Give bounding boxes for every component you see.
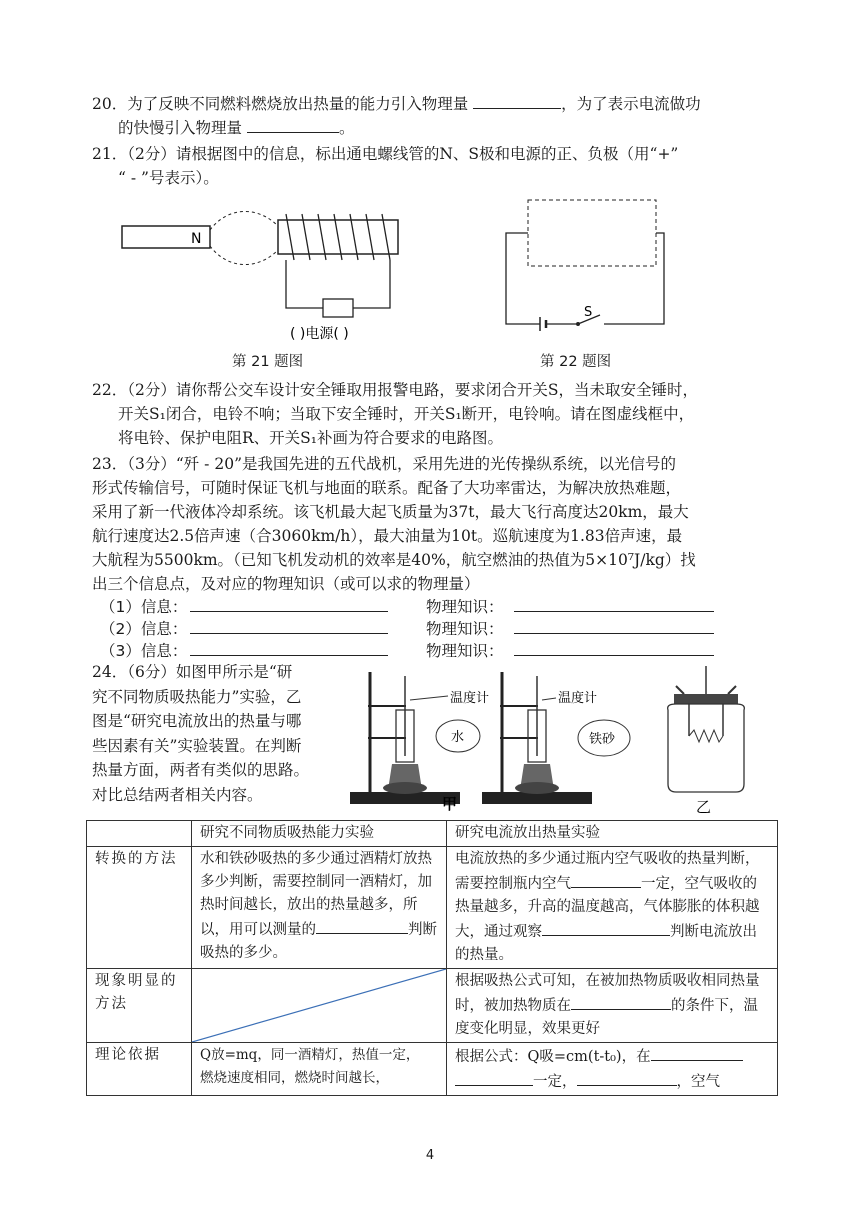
table-header-row	[87, 821, 778, 847]
cell-text: 判断吸热的多少。	[200, 922, 437, 961]
q20-line1: 20．为了反映不同燃料燃烧放出热量的能力引入物理量 ，为了表示电流做功	[92, 92, 782, 116]
table-cell	[447, 1043, 778, 1096]
row-label: 现象明显的方法	[87, 969, 192, 1043]
field-line-bottom	[210, 246, 278, 265]
thermometer-label-1: 温度计	[450, 691, 490, 706]
knowledge-label: 物理知识：	[426, 598, 504, 616]
field-line-top	[210, 211, 278, 230]
table-header-cell: 研究不同物质吸热能力实验	[192, 821, 447, 847]
bubble-label-iron-sand: 铁砂	[589, 732, 616, 747]
figure-24-apparatus	[344, 666, 764, 814]
diagonal-line	[192, 969, 446, 1042]
comparison-table	[86, 820, 778, 1096]
table-row	[87, 969, 778, 1043]
cell-text: 一定，空气吸收的热量越多，升高的温度越高，气体膨胀的体积越大，通过观察	[455, 876, 760, 940]
q24-line1: 24．（6分）如图甲所示是“研	[92, 663, 293, 681]
q24-line6: 对比总结两者相关内容。	[92, 785, 263, 804]
q24-line4: 些因素有关”实验装置。在判断	[92, 736, 302, 755]
cell-text: 的条件下，温度变化明显，效果更好	[455, 998, 758, 1037]
knowledge-blank[interactable]	[514, 596, 714, 612]
cell-text: 判断电流放出的热量。	[455, 924, 757, 963]
q24-line3: 图是“研究电流放出的热量与哪	[92, 712, 302, 730]
row-label: 转换的方法	[87, 847, 192, 969]
table-cell	[192, 847, 447, 969]
q24-line5: 热量方面，两者有类似的思路。	[92, 761, 310, 779]
q21-line2: “ - ”号表示）。	[118, 169, 219, 187]
wire-right-loop	[604, 233, 664, 324]
label-yi: 乙	[696, 798, 712, 814]
q21-line1: 21．（2分）请根据图中的信息，标出通电螺线管的N、S极和电源的正、负极（用“+”	[92, 145, 679, 163]
bubble-label-water: 水	[451, 730, 465, 745]
table-header-cell	[87, 821, 192, 847]
info-label: （3）信息：	[100, 642, 188, 660]
thermo-pointer-1	[410, 696, 448, 700]
question-22	[92, 378, 782, 450]
table-cell	[192, 1043, 447, 1096]
answer-blank[interactable]	[455, 1069, 533, 1086]
wire-left	[286, 260, 323, 308]
cell-text: 根据吸热公式可知，在被加热物质吸收相同热量时，被加热物质在	[455, 973, 760, 1014]
dashed-box	[528, 200, 656, 266]
cell-text: Q放=mq，同一酒精灯，热值一定，	[200, 1047, 420, 1063]
info-blank[interactable]	[190, 596, 388, 612]
wire-right	[353, 260, 390, 308]
table-cell-empty	[192, 969, 447, 1043]
info-row-1	[100, 596, 740, 618]
jar-apparatus	[668, 666, 745, 792]
q23-line1: 23．（3分）“歼 - 20”是我国先进的五代战机，采用先进的光传操纵系统，以光信号的	[92, 455, 676, 473]
switch-label: S	[584, 305, 593, 320]
answer-blank[interactable]	[542, 919, 670, 936]
table-header-cell: 研究电流放出热量实验	[447, 821, 778, 847]
answer-blank[interactable]	[571, 993, 671, 1010]
figure-22-caption: 第 22 题图	[540, 354, 612, 370]
info-blank[interactable]	[190, 618, 388, 634]
cell-text: 水和铁砂吸热的多少通过酒精灯放热多少判断，需要控制同一酒精灯，加热时间越长，放出的热量越多，所以，用可以测量的	[200, 851, 432, 938]
power-source-label: ( )电源( )	[290, 326, 349, 342]
figure-21-solenoid-circuit	[118, 206, 418, 346]
answer-blank[interactable]	[577, 1069, 677, 1086]
q23-line6: 出三个信息点，及对应的物理知识（或可以求的物理量）	[92, 575, 480, 593]
table-cell	[447, 969, 778, 1043]
solenoid-coil	[286, 214, 390, 260]
figure-22-alarm-circuit	[500, 196, 670, 336]
figure-21-caption: 第 21 题图	[232, 354, 304, 370]
magnet-pole-label: N	[191, 231, 202, 247]
question-20	[92, 92, 782, 140]
wire-left-loop	[506, 233, 540, 324]
cell-text: 电流放热的多少通过瓶内空气吸收的热量判断，需要控制瓶内空气	[455, 851, 760, 892]
q24-line2: 究不同物质吸热能力”实验，乙	[92, 687, 302, 706]
power-source	[323, 299, 353, 317]
q23-line3: 采用了新一代液体冷却系统。该飞机最大起飞质量为37t，最大飞行高度达20km，最大	[92, 503, 689, 521]
row-label: 理论依据	[87, 1043, 192, 1096]
q20-line2: 的快慢引入物理量 。	[92, 116, 782, 140]
answer-blank[interactable]	[571, 871, 641, 888]
knowledge-blank[interactable]	[514, 640, 714, 656]
info-row-2	[100, 618, 740, 640]
answer-blank[interactable]	[316, 917, 408, 934]
cell-text: 一定，	[533, 1074, 577, 1090]
question-23	[92, 452, 782, 596]
table-row	[87, 847, 778, 969]
q23-line4: 航行速度达2.5倍声速（合3060km/h），最大油量为10t。巡航速度为1.83倍声速，最	[92, 527, 683, 545]
question-21	[92, 142, 782, 190]
q22-line3: 将电铃、保护电阻R、开关S₁补画为符合要求的电路图。	[118, 429, 504, 447]
info-blank[interactable]	[190, 640, 388, 656]
table-cell	[447, 847, 778, 969]
cell-text: ，空气	[676, 1074, 720, 1090]
knowledge-blank[interactable]	[514, 618, 714, 634]
knowledge-label: 物理知识：	[426, 642, 504, 660]
q23-line5: 大航程为5500km。（已知飞机发动机的效率是40%，航空燃油的热值为5×10⁷J/kg）找	[92, 551, 696, 569]
page-number: 4	[425, 1148, 435, 1163]
q23-line2: 形式传输信号，可随时保证飞机与地面的联系。配备了大功率雷达，为解决放热难题，	[92, 479, 682, 497]
thermo-pointer-2	[542, 698, 556, 700]
info-label: （2）信息：	[100, 620, 188, 638]
info-row-3	[100, 640, 740, 662]
answer-blank[interactable]	[247, 116, 339, 133]
thermometer-label-2: 温度计	[558, 691, 598, 706]
q22-line2: 开关S₁闭合，电铃不响；当取下安全锤时，开关S₁断开，电铃响。请在图虚线框中，	[118, 405, 695, 423]
question-24	[92, 660, 342, 807]
cell-text: 燃烧速度相同，燃烧时间越长，	[200, 1070, 389, 1086]
label-jia: 甲	[442, 795, 458, 813]
table-row	[87, 1043, 778, 1096]
cell-text: 根据公式：Q吸=cm(t-t₀)，在	[455, 1049, 651, 1065]
answer-blank[interactable]	[473, 92, 561, 109]
q22-line1: 22．（2分）请你帮公交车设计安全锤取用报警电路，要求闭合开关S，当未取安全锤时，	[92, 381, 698, 399]
answer-blank[interactable]	[651, 1044, 743, 1061]
info-label: （1）信息：	[100, 598, 188, 616]
knowledge-label: 物理知识：	[426, 620, 504, 638]
